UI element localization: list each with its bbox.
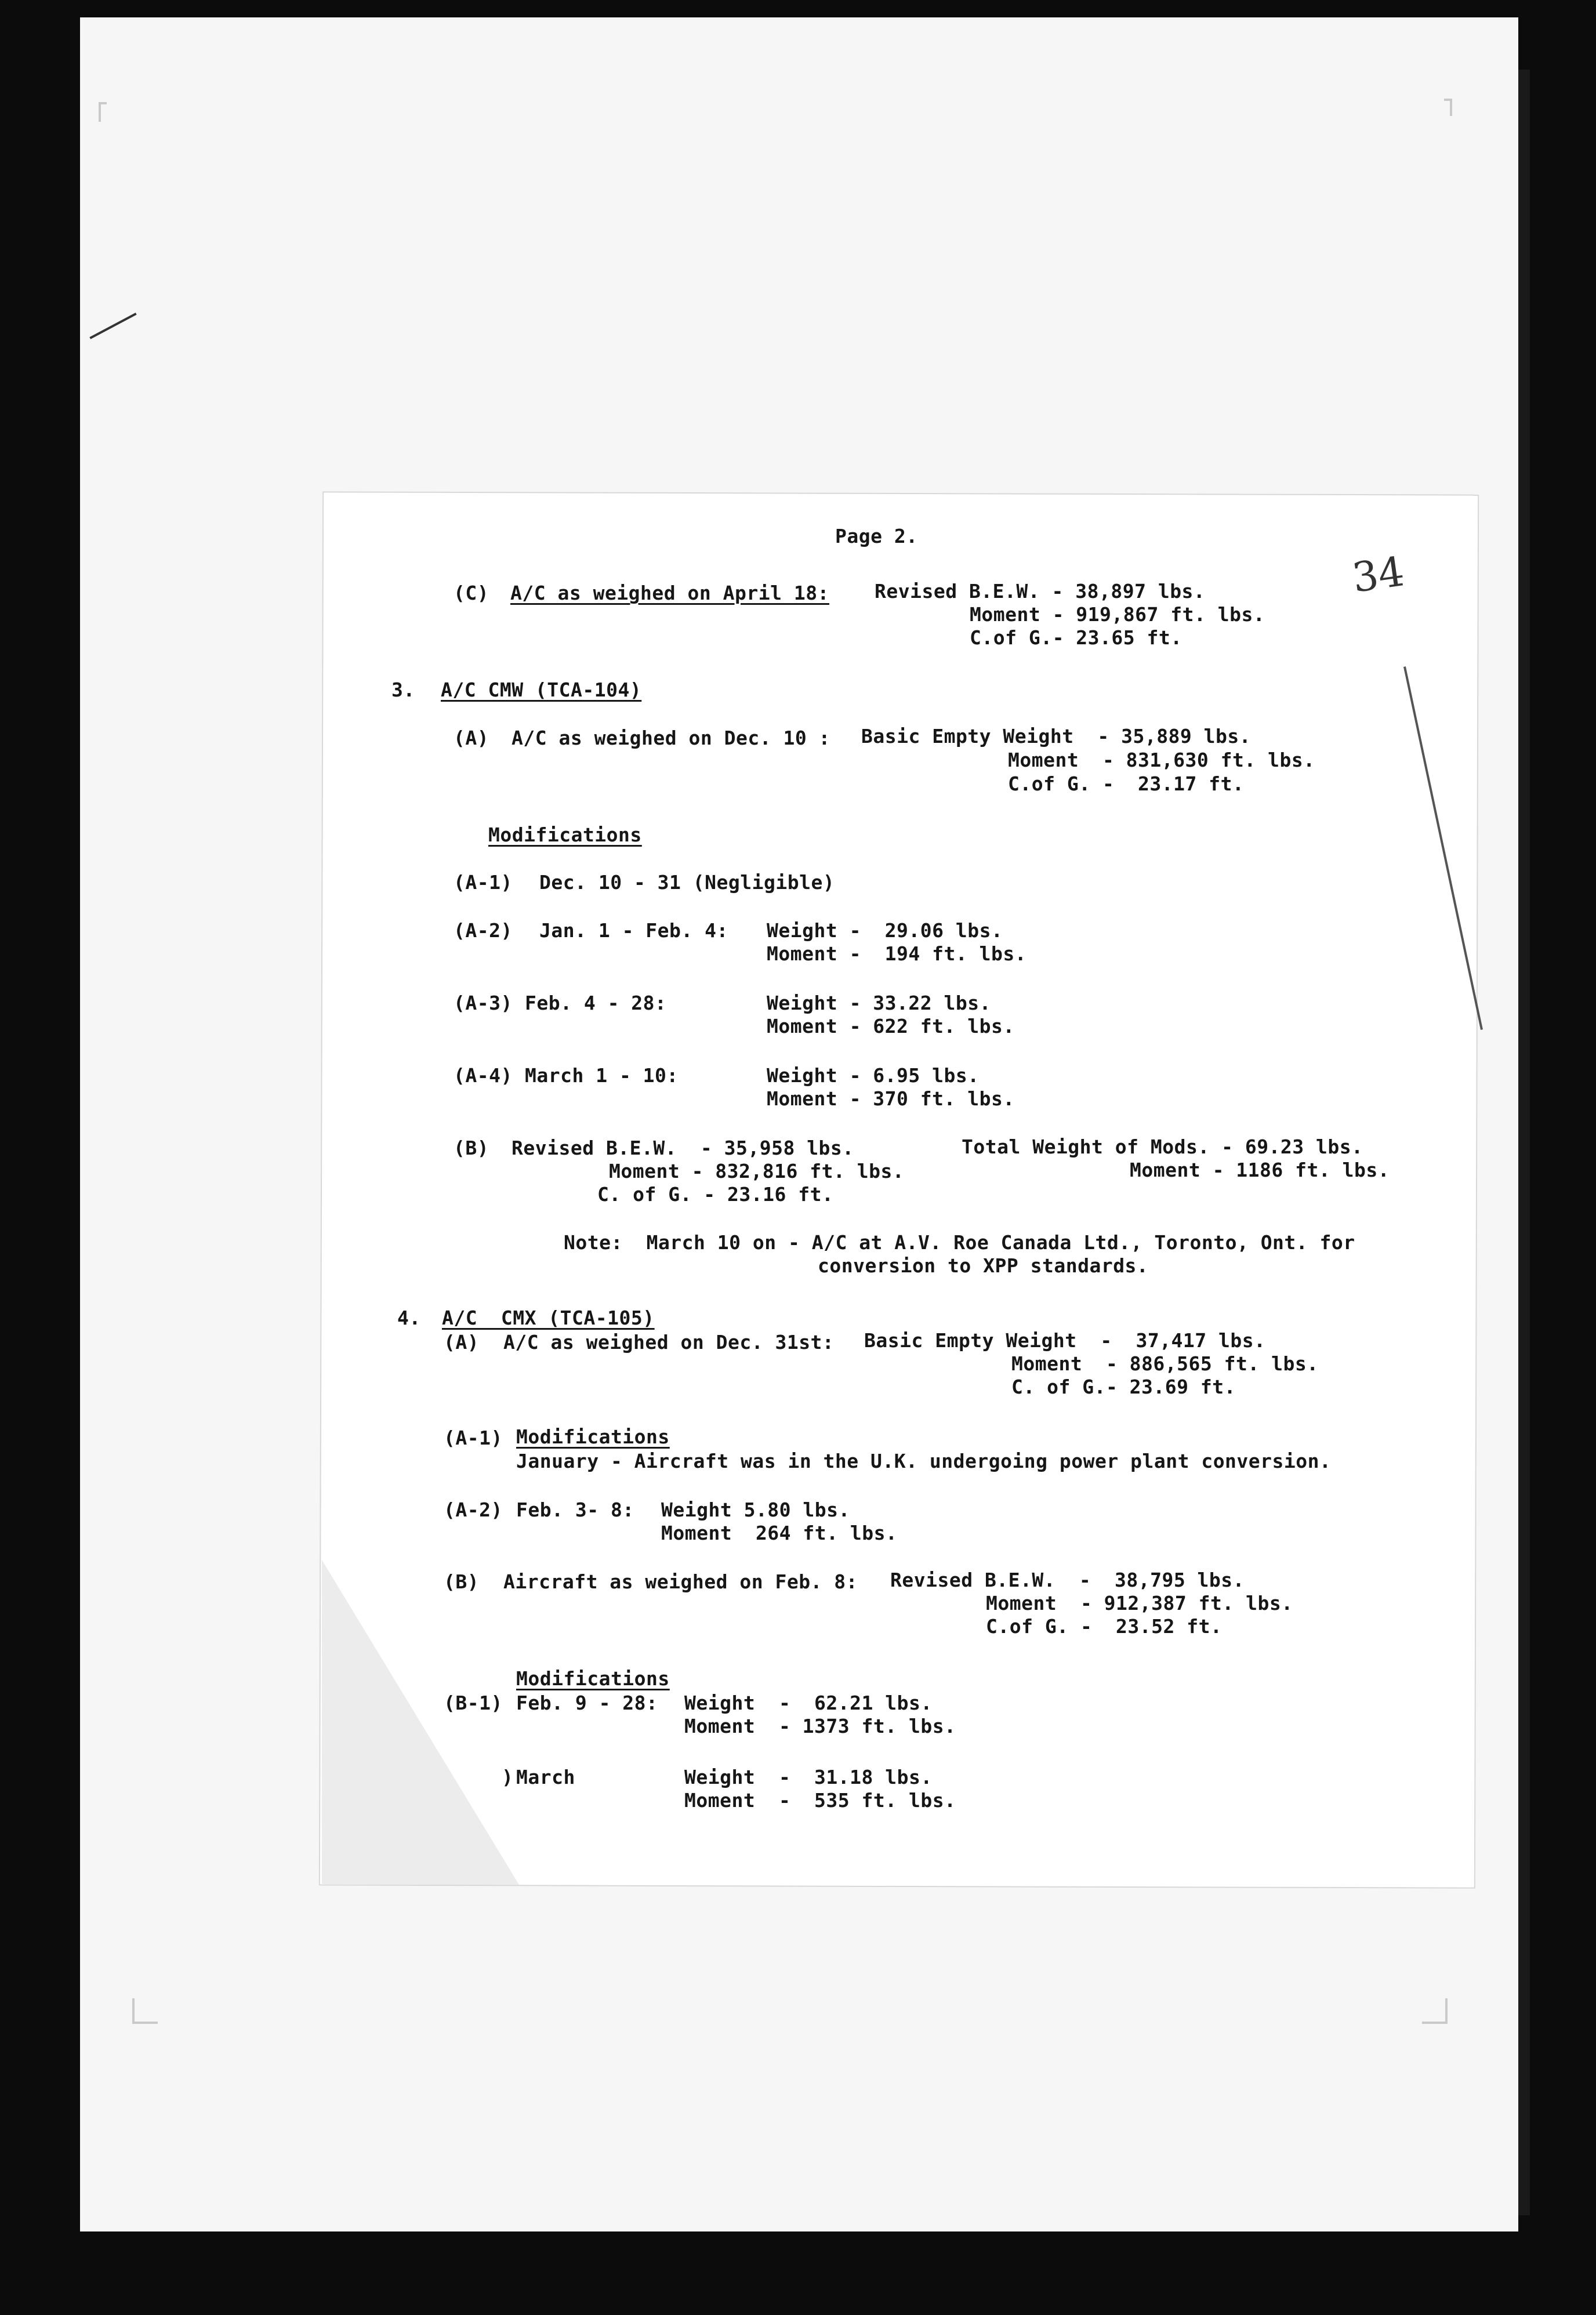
mod-period: Jan. 1 - Feb. 4: (539, 919, 728, 942)
film-edge (1518, 70, 1530, 2215)
mod-period: March 1 - 10: (525, 1064, 679, 1087)
mod-period: Feb. 4 - 28: (525, 992, 667, 1014)
mod-label: (A-4) (454, 1064, 513, 1087)
mod-label: (B-1) (444, 1692, 503, 1714)
mod-moment: Moment - 1373 ft. lbs. (684, 1715, 956, 1737)
note-line: Note: March 10 on - A/C at A.V. Roe Canada Ltd., Toronto, Ont. for (564, 1231, 1355, 1254)
weight-line: Basic Empty Weight - 35,889 lbs. (861, 725, 1252, 748)
section-title: A/C CMW (TCA-104) (441, 678, 642, 701)
item-label: (A) (454, 727, 489, 749)
section-title: A/C CMX (TCA-105) (442, 1307, 655, 1329)
weight-line: Revised B.E.W. - 38,897 lbs. (875, 580, 1206, 603)
mod-weight: Weight - 6.95 lbs. (767, 1064, 980, 1087)
item-label: (B) (444, 1570, 480, 1593)
mod-label: (A-2) (454, 919, 513, 942)
item-title: A/C as weighed on April 18: (510, 582, 829, 604)
moment-line: Moment - 832,816 ft. lbs. (609, 1160, 905, 1182)
mod-label: (A-1) (454, 871, 513, 894)
crop-mark (99, 102, 107, 122)
subheading: Modifications (516, 1425, 670, 1448)
mod-weight: Weight 5.80 lbs. (661, 1498, 850, 1521)
crop-mark (1444, 99, 1452, 116)
mod-moment: Moment - 535 ft. lbs. (684, 1789, 956, 1812)
section-number: 4. (397, 1307, 421, 1329)
subheading: Modifications (488, 823, 642, 846)
total-moment-line: Moment - 1186 ft. lbs. (1130, 1159, 1390, 1181)
mod-moment: Moment - 622 ft. lbs. (767, 1015, 1015, 1037)
item-text: Aircraft as weighed on Feb. 8: (503, 1570, 858, 1593)
page-header: Page 2. (835, 525, 918, 547)
total-weight-line: Total Weight of Mods. - 69.23 lbs. (962, 1135, 1363, 1158)
folded-corner (322, 1560, 519, 1885)
weight-line: Basic Empty Weight - 37,417 lbs. (864, 1329, 1266, 1352)
mod-weight: Weight - 62.21 lbs. (684, 1692, 933, 1714)
moment-line: Moment - 919,867 ft. lbs. (970, 603, 1265, 626)
handwritten-page-number: 34 (1349, 547, 1408, 602)
item-label: (B) (454, 1137, 489, 1159)
weight-line: Revised B.E.W. - 38,795 lbs. (890, 1569, 1245, 1591)
mod-period: Dec. 10 - 31 (Negligible) (539, 871, 835, 894)
cg-line: C.of G.- 23.65 ft. (970, 626, 1183, 649)
mod-label: (A-3) (454, 992, 513, 1014)
mod-period: Feb. 9 - 28: (516, 1692, 658, 1714)
mod-period: March (516, 1766, 575, 1788)
weight-line: Revised B.E.W. - 35,958 lbs. (512, 1137, 854, 1159)
mod-weight: Weight - 33.22 lbs. (767, 992, 991, 1014)
mod-moment: Moment - 370 ft. lbs. (767, 1087, 1015, 1110)
moment-line: Moment - 886,565 ft. lbs. (1011, 1352, 1319, 1375)
item-text: A/C as weighed on Dec. 10 : (512, 727, 830, 749)
cg-line: C. of G.- 23.69 ft. (1011, 1376, 1236, 1398)
item-label: (C) (454, 582, 489, 604)
mod-label: ) (502, 1766, 514, 1788)
cg-line: C.of G. - 23.17 ft. (1008, 772, 1245, 795)
item-text: A/C as weighed on Dec. 31st: (503, 1331, 835, 1354)
cg-line: C.of G. - 23.52 ft. (986, 1615, 1223, 1638)
section-number: 3. (391, 678, 415, 701)
mod-weight: Weight - 29.06 lbs. (767, 919, 1003, 942)
moment-line: Moment - 831,630 ft. lbs. (1008, 749, 1315, 771)
item-text: January - Aircraft was in the U.K. undergoing power plant conversion. (516, 1450, 1332, 1472)
mod-period: Feb. 3- 8: (516, 1498, 634, 1521)
item-label: (A) (444, 1331, 480, 1354)
item-label: (A-1) (444, 1427, 503, 1449)
mod-moment: Moment 264 ft. lbs. (661, 1522, 898, 1544)
crop-mark (132, 1998, 158, 2024)
mod-weight: Weight - 31.18 lbs. (684, 1766, 933, 1788)
crop-mark (1422, 1998, 1448, 2024)
moment-line: Moment - 912,387 ft. lbs. (986, 1592, 1293, 1614)
note-line: conversion to XPP standards. (818, 1254, 1149, 1277)
cg-line: C. of G. - 23.16 ft. (597, 1183, 834, 1206)
mod-moment: Moment - 194 ft. lbs. (767, 942, 1027, 965)
mod-label: (A-2) (444, 1498, 503, 1521)
subheading: Modifications (516, 1667, 670, 1690)
